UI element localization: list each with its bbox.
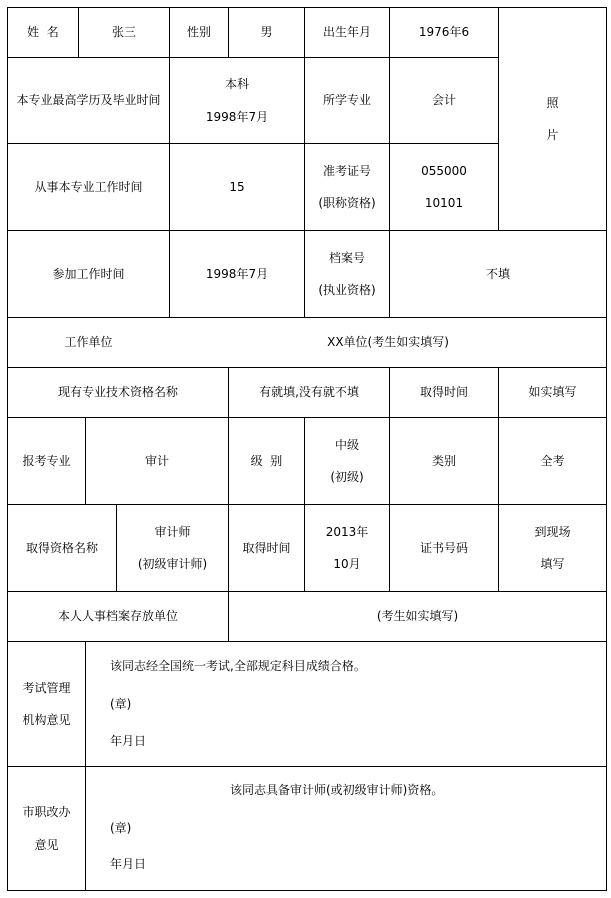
- city-office-opinion-text: 该同志具备审计师(或初级审计师)资格。: [230, 783, 444, 797]
- level-value: 中级 (初级): [330, 437, 364, 484]
- exam-number-value: 055000 10101: [421, 163, 467, 210]
- category-label: 类别: [431, 453, 456, 468]
- major-value: 会计: [431, 93, 456, 108]
- certificate-number-label: 证书号码: [419, 540, 468, 555]
- exam-org-date: 年月日: [110, 734, 147, 748]
- file-number-label: 档案号 (执业资格): [318, 250, 376, 297]
- current-qualification-time-value: 如实填写: [528, 385, 577, 400]
- archive-unit-value: (考生如实填写): [376, 609, 459, 624]
- employer-value: XX单位(考生如实填写): [327, 335, 449, 350]
- gender-value: 男: [260, 25, 273, 40]
- exam-org-opinion: [86, 642, 606, 766]
- exam-org-opinion-text: 该同志经全国统一考试,全部规定科目成绩合格。: [110, 659, 366, 673]
- education-value: 本科 1998年7月: [205, 77, 269, 124]
- current-qualification-time-label: 取得时间: [419, 385, 468, 400]
- obtained-time-value: 2013年 10月: [325, 524, 369, 571]
- name-value: 张三: [111, 25, 136, 40]
- border-line: [7, 890, 607, 891]
- city-office-opinion: [86, 767, 606, 890]
- city-office-date: 年月日: [110, 857, 147, 871]
- employer-label: 工作单位: [64, 335, 113, 350]
- apply-major-value: 审计: [144, 453, 169, 468]
- photo-placeholder: 照 片: [546, 95, 559, 142]
- name-label: 姓 名: [27, 25, 59, 40]
- file-number-value: 不填: [485, 266, 510, 281]
- work-years-label: 从事本专业工作时间: [34, 179, 143, 194]
- city-office-opinion-label: 市职改办 意见: [22, 805, 71, 852]
- certificate-number-value: 到现场 填写: [534, 524, 571, 571]
- obtained-time-label: 取得时间: [242, 540, 291, 555]
- birth-label: 出生年月: [322, 25, 371, 40]
- current-qualification-value: 有就填,没有就不填: [259, 385, 359, 400]
- education-label: 本专业最高学历及毕业时间: [16, 93, 161, 108]
- archive-unit-label: 本人人事档案存放单位: [57, 609, 178, 624]
- work-years-value: 15: [229, 179, 245, 194]
- join-work-label: 参加工作时间: [52, 266, 125, 281]
- current-qualification-label: 现有专业技术资格名称: [57, 385, 178, 400]
- border-line: [606, 7, 607, 891]
- exam-number-label: 准考证号 (职称资格): [318, 163, 376, 210]
- major-label: 所学专业: [322, 93, 371, 108]
- apply-major-label: 报考专业: [22, 453, 71, 468]
- obtained-qualification-label: 取得资格名称: [25, 540, 98, 555]
- category-value: 全考: [540, 453, 565, 468]
- city-office-seal: (章): [110, 821, 132, 835]
- exam-org-opinion-label: 考试管理 机构意见: [22, 680, 71, 727]
- gender-label: 性别: [186, 25, 211, 40]
- exam-org-seal: (章): [110, 697, 132, 711]
- level-label: 级 别: [250, 453, 283, 468]
- join-work-value: 1998年7月: [205, 266, 269, 281]
- obtained-qualification-value: 审计师 (初级审计师): [137, 524, 208, 571]
- birth-value: 1976年6: [418, 25, 470, 40]
